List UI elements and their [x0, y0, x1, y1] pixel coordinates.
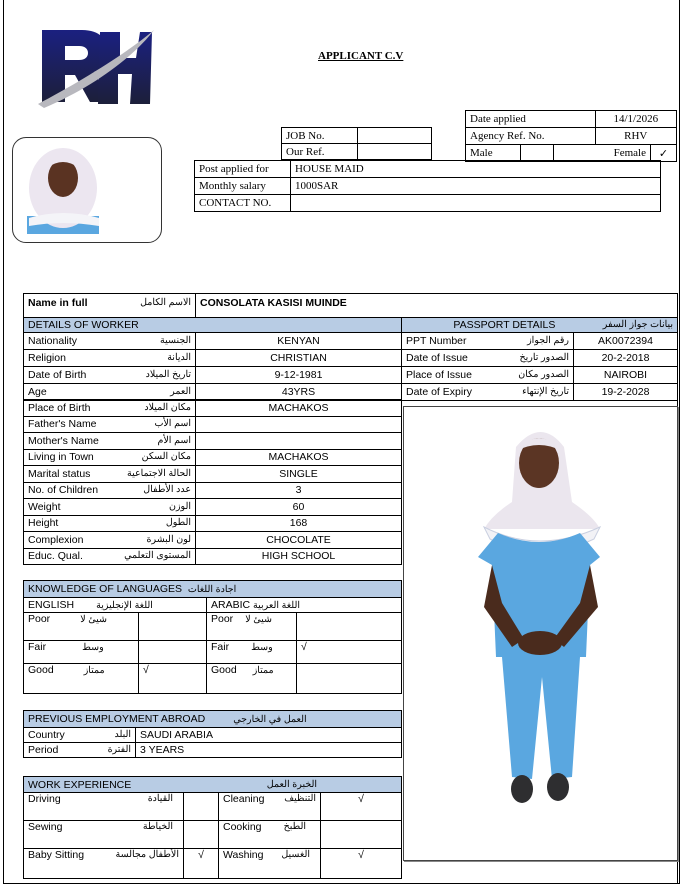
- age-label: Age: [28, 386, 47, 398]
- name-label-en: Name in full: [28, 297, 88, 309]
- job-no-label: JOB No.: [282, 128, 358, 144]
- english-good-label: Good: [28, 664, 54, 676]
- english-label: ENGLISH: [28, 599, 75, 611]
- sewing-label: Sewing: [28, 821, 63, 833]
- employment-header: [24, 711, 402, 728]
- birthplace-label-ar: مكان الميلاد: [144, 401, 191, 413]
- age-value[interactable]: 43YRS: [196, 384, 402, 401]
- issue-place-label: Place of Issue: [406, 369, 472, 381]
- our-ref-label: Our Ref.: [282, 144, 358, 160]
- applicant-photo-full: [403, 406, 678, 861]
- rh-logo: [36, 24, 158, 108]
- experience-header-en: WORK EXPERIENCE: [28, 778, 132, 791]
- cooking-check[interactable]: [321, 821, 402, 849]
- english-good-check[interactable]: √: [139, 664, 207, 694]
- complexion-value[interactable]: CHOCOLATE: [196, 532, 402, 549]
- nationality-label-ar: الجنسية: [160, 335, 191, 346]
- marital-label-ar: الحالة الاجتماعية: [127, 467, 191, 479]
- english-label-ar: اللغة الإنجليزية: [96, 600, 153, 611]
- education-value[interactable]: HIGH SCHOOL: [196, 548, 402, 565]
- ppt-number-value[interactable]: AK0072394: [574, 333, 678, 350]
- english-poor-label-ar: شيئ لا: [80, 614, 107, 625]
- cooking-label-ar: الطبخ: [283, 821, 306, 832]
- english-fair-label: Fair: [28, 641, 47, 653]
- cleaning-label-ar: التنظيف: [284, 793, 316, 804]
- mother-name-label: Mother's Name: [28, 434, 99, 447]
- issue-date-label-ar: الصدور تاريخ: [519, 352, 569, 363]
- height-label: Height: [28, 517, 59, 530]
- complexion-label-ar: لون البشرة: [146, 533, 191, 545]
- religion-label-ar: الديانة: [167, 352, 191, 363]
- weight-value[interactable]: 60: [196, 499, 402, 516]
- contact-value[interactable]: [291, 195, 661, 212]
- experience-table: [23, 776, 402, 879]
- worker-table: [23, 399, 402, 565]
- expiry-date-label: Date of Expiry: [406, 386, 472, 398]
- marital-label: Marital status: [28, 467, 91, 480]
- female-checkbox[interactable]: ✓: [651, 145, 677, 162]
- dob-value[interactable]: 9-12-1981: [196, 367, 402, 384]
- cleaning-check[interactable]: √: [321, 793, 402, 821]
- arabic-fair-label: Fair: [211, 641, 230, 653]
- religion-value[interactable]: CHRISTIAN: [196, 350, 402, 367]
- male-checkbox[interactable]: [521, 145, 554, 162]
- languages-header-ar: اجادة اللغات: [187, 584, 237, 595]
- post-table: [194, 160, 661, 212]
- ppt-number-label: PPT Number: [406, 335, 467, 347]
- post-label: Post applied for: [195, 161, 291, 178]
- job-no-field[interactable]: [358, 128, 432, 144]
- sewing-check[interactable]: [184, 821, 219, 849]
- agency-ref-label: Agency Ref. No.: [466, 128, 596, 145]
- period-label-ar: الفترة: [107, 744, 131, 755]
- agency-ref-value[interactable]: RHV: [595, 128, 676, 145]
- father-name-value[interactable]: [196, 416, 402, 433]
- date-applied-value[interactable]: 14/1/2026: [595, 111, 676, 128]
- period-value[interactable]: 3 YEARS: [136, 743, 402, 758]
- expiry-date-value[interactable]: 19-2-2028: [574, 384, 678, 401]
- father-name-label: Father's Name: [28, 418, 97, 431]
- arabic-fair-check[interactable]: √: [297, 641, 402, 664]
- arabic-poor-check[interactable]: [297, 613, 402, 641]
- arabic-good-label: Good: [211, 664, 237, 676]
- driving-check[interactable]: [184, 793, 219, 821]
- arabic-poor-label: Poor: [211, 613, 234, 625]
- experience-header-ar: الخبرة العمل: [266, 778, 317, 790]
- english-poor-label: Poor: [28, 613, 51, 625]
- name-label: [24, 294, 196, 318]
- driving-label-ar: القيادة: [147, 793, 173, 804]
- our-ref-field[interactable]: [358, 144, 432, 160]
- name-table: [23, 293, 678, 318]
- town-value[interactable]: MACHAKOS: [196, 449, 402, 466]
- height-value[interactable]: 168: [196, 515, 402, 532]
- marital-value[interactable]: SINGLE: [196, 466, 402, 483]
- agency-table: [465, 110, 677, 162]
- ppt-number-label-ar: رقم الجواز: [527, 335, 569, 346]
- period-label: Period: [28, 744, 59, 756]
- complexion-label: Complexion: [28, 533, 84, 546]
- babysitting-label: Baby Sitting: [28, 849, 85, 861]
- employment-table: [23, 710, 402, 758]
- washing-label-ar: الغسيل: [281, 849, 310, 860]
- expiry-date-label-ar: تاريخ الإنتهاء: [522, 386, 569, 397]
- sewing-label-ar: الخياطة: [142, 821, 173, 832]
- female-label: Female: [554, 145, 651, 162]
- applicant-photo-small: [12, 137, 162, 243]
- children-label: No. of Children: [28, 484, 99, 497]
- arabic-label-ar: اللغة العربية: [253, 600, 300, 611]
- cleaning-label: Cleaning: [223, 793, 265, 805]
- arabic-fair-label-ar: وسط: [251, 642, 273, 653]
- english-fair-label-ar: وسط: [82, 642, 104, 653]
- issue-place-label-ar: الصدور مكان: [518, 369, 569, 380]
- male-label: Male: [466, 145, 521, 162]
- passport-header-ar: بيانات جواز السفر: [602, 319, 673, 330]
- father-name-label-ar: اسم الأب: [154, 418, 191, 430]
- languages-table: [23, 580, 402, 694]
- name-label-ar: الاسم الكامل: [140, 297, 191, 308]
- passport-header: [402, 318, 678, 333]
- issue-date-value[interactable]: 20-2-2018: [574, 350, 678, 367]
- children-label-ar: عدد الأطفال: [143, 484, 191, 496]
- english-header: [24, 598, 207, 613]
- driving-label: Driving: [28, 793, 61, 805]
- nationality-label: Nationality: [28, 335, 78, 347]
- age-label-ar: العمر: [170, 386, 191, 397]
- nationality-value[interactable]: KENYAN: [196, 333, 402, 350]
- dob-label: Date of Birth: [28, 369, 87, 381]
- worker-passport-table: [23, 317, 678, 401]
- height-label-ar: الطول: [165, 517, 191, 529]
- babysitting-check[interactable]: √: [184, 849, 219, 879]
- employment-header-en: PREVIOUS EMPLOYMENT ABROAD: [28, 713, 206, 725]
- washing-check[interactable]: √: [321, 849, 402, 879]
- employment-header-ar: العمل في الخارجي: [233, 714, 307, 725]
- worker-header: DETAILS OF WORKER: [24, 318, 402, 333]
- passport-header-en: PASSPORT DETAILS: [453, 319, 556, 331]
- cooking-label: Cooking: [223, 821, 262, 833]
- job-ref-table: [281, 127, 432, 160]
- post-value[interactable]: HOUSE MAID: [291, 161, 661, 178]
- religion-label: Religion: [28, 352, 66, 364]
- issue-date-label: Date of Issue: [406, 352, 468, 364]
- country-label-ar: البلد: [114, 729, 131, 740]
- contact-label: CONTACT NO.: [195, 195, 291, 212]
- salary-value[interactable]: 1000SAR: [291, 178, 661, 195]
- date-applied-label: Date applied: [466, 111, 596, 128]
- english-poor-check[interactable]: [139, 613, 207, 641]
- arabic-good-label-ar: ممتاز: [252, 665, 274, 676]
- washing-label: Washing: [223, 849, 264, 861]
- experience-header: [24, 777, 402, 793]
- mother-name-label-ar: اسم الأم: [157, 434, 191, 446]
- education-label-ar: المستوى التعلمي: [124, 550, 191, 562]
- arabic-poor-label-ar: شيئ لا: [245, 614, 272, 625]
- babysitting-label-ar: الأطفال مجالسة: [115, 849, 179, 860]
- weight-label-ar: الوزن: [168, 500, 191, 512]
- birthplace-value[interactable]: MACHAKOS: [196, 400, 402, 417]
- salary-label: Monthly salary: [195, 178, 291, 195]
- name-value[interactable]: CONSOLATA KASISI MUINDE: [196, 294, 678, 318]
- children-value[interactable]: 3: [196, 482, 402, 499]
- arabic-label: ARABIC: [211, 599, 251, 611]
- town-label-ar: مكان السكن: [141, 451, 191, 463]
- issue-place-value[interactable]: NAIROBI: [574, 367, 678, 384]
- languages-header: [24, 581, 402, 598]
- birthplace-label: Place of Birth: [28, 401, 91, 414]
- page-title: APPLICANT C.V: [318, 50, 404, 62]
- english-good-label-ar: ممتاز: [83, 665, 105, 676]
- mother-name-value[interactable]: [196, 433, 402, 450]
- arabic-header: [207, 598, 402, 613]
- country-label: Country: [28, 729, 65, 741]
- education-label: Educ. Qual.: [28, 550, 83, 563]
- town-label: Living in Town: [28, 451, 94, 464]
- arabic-good-check[interactable]: [297, 664, 402, 694]
- weight-label: Weight: [28, 500, 61, 513]
- country-value[interactable]: SAUDI ARABIA: [136, 728, 402, 743]
- english-fair-check[interactable]: [139, 641, 207, 664]
- dob-label-ar: تاريخ الميلاد: [145, 369, 191, 380]
- languages-header-en: KNOWLEDGE OF LANGUAGES: [28, 583, 183, 595]
